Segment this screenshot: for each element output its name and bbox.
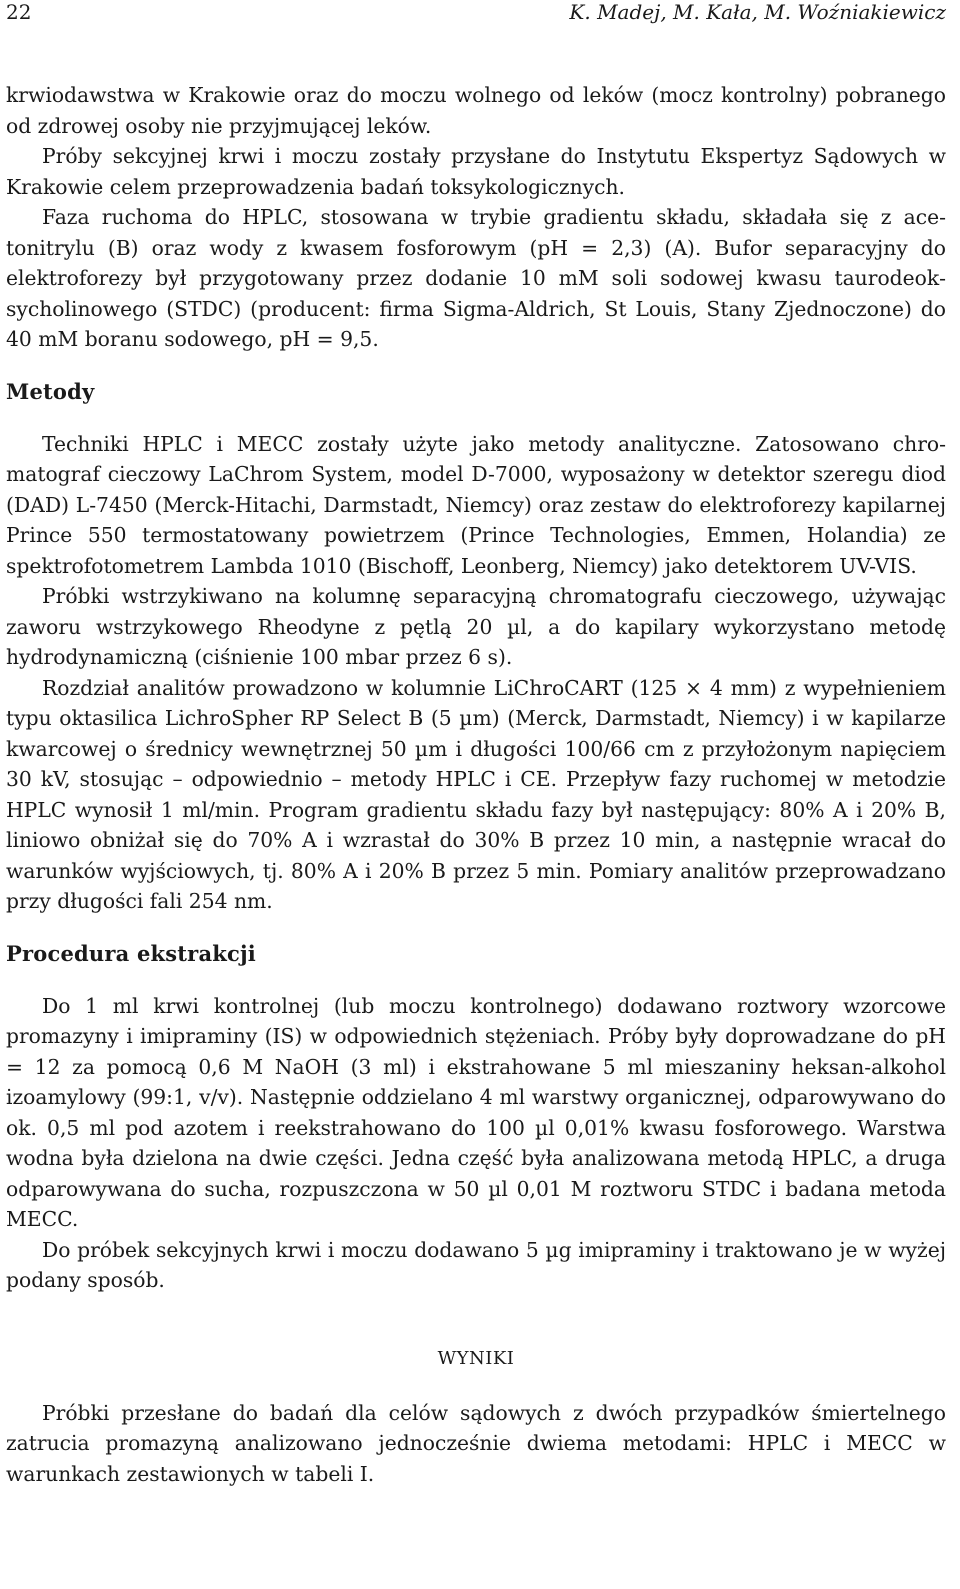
running-header <box>6 0 946 24</box>
section-heading-metody: Metody <box>6 378 95 404</box>
paragraph: Do próbek sekcyjnych krwi i moczu dodawano 5 µg imipraminy i traktowano je w wyżej podany sposób. <box>6 1237 946 1292</box>
paragraph: Próby sekcyjnej krwi i moczu zostały przysłane do Instytutu Ekspertyz Sądowych w Krakowie celem przeprowadzenia badań toksykologicznych. <box>6 144 946 199</box>
section-heading-wyniki: WYNIKI <box>437 1347 515 1369</box>
page-number: 22 <box>6 0 32 24</box>
paragraph: Faza ruchoma do HPLC, stosowana w trybie gradientu składu, składała się z acetonitrylu (B) oraz wody z kwasem fosforowym (pH = 2,3) (A). Bufor separacyjny do elektroforezy był przygotowany przez dodanie 10 mM soli sodowej kwasu taurodeoksycholinowego (STDC) (producent: firma Sigma-Aldrich, St Louis, Stany Zjednoczone) do 40 mM boranu sodowego, pH = 9,5. <box>6 205 946 351</box>
paragraph: Próbki przesłane do badań dla celów sądowych z dwóch przypadków śmiertelnego zatrucia promazyną analizowano jednocześnie dwiema metodami: HPLC i MECC w warunkach zestawionych w tabeli I. <box>6 1400 946 1486</box>
paragraph: Techniki HPLC i MECC zostały użyte jako metody analityczne. Zatosowano chromatograf cieczowy LaChrom System, model D-7000, wyposażony w detektor szeregu diod (DAD) L-7450 (Merck-Hitachi, Darmstadt, Niemcy) oraz zestaw do elektroforezy kapilarnej Prince 550 termostatowany powietrzem (Prince Technologies, Emmen, Holandia) ze spektrofotometrem Lambda 1010 (Bischoff, Leonberg, Niemcy) jako detektorem UV-VIS. <box>6 431 946 578</box>
running-head-authors: K. Madej, M. Kała, M. Woźniakiewicz <box>569 0 946 24</box>
paragraph: Do 1 ml krwi kontrolnej (lub moczu kontrolnego) dodawano roztwory wzorcowe promazyny i imipraminy (IS) w odpowiednich stężeniach. Próby były doprowadzane do pH = 12 za pomocą 0,6 M NaOH (3 ml) i ekstrahowane 5 ml mieszaniny heksan-alkohol izoamylowy (99:1, v/v). Następnie oddzielano 4 ml warstwy organicznej, odparowywano do ok. 0,5 ml pod azotem i reekstrahowano do 100 µl 0,01% kwasu fosforowego. Warstwa wodna była dzielona na dwie części. Jedna część była analizowana metodą HPLC, a druga odparowywana do sucha, rozpuszczona w 50 µl 0,01 M roztworu STDC i badana metoda MECC. <box>6 993 946 1231</box>
paragraph: krwiodawstwa w Krakowie oraz do moczu wolnego od leków (mocz kontrolny) pobranego od zdrowej osoby nie przyjmującej leków. <box>6 83 946 138</box>
section-heading-procedura: Procedura ekstrakcji <box>6 940 256 966</box>
paragraph: Rozdział analitów prowadzono w kolumnie LiChroCART (125 × 4 mm) z wypełnieniem typu oktasilica LichroSpher RP Select B (5 µm) (Merck, Darmstadt, Niemcy) i w kapilarze kwarcowej o średnicy wewnętrznej 50 µm i długości 100/66 cm z przyłożonym napięciem 30 kV, stosując – odpowiednio – metody HPLC i CE. Przepływ fazy ruchomej w metodzie HPLC wynosił 1 ml/min. Program gradientu składu fazy był następujący: 80% A i 20% B, liniowo obniżał się do 70% A i wzrastał do 30% B przez 10 min, a następnie wracał do warunków wyjściowych, tj. 80% A i 20% B przez 5 min. Pomiary analitów przeprowadzano przy długości fali 254 nm. <box>6 675 946 913</box>
article-body <box>6 80 946 1489</box>
paragraph: Próbki wstrzykiwano na kolumnę separacyjną chromatografu cieczowego, używając zaworu wstrzykowego Rheodyne z pętlą 20 µl, a do kapilary wykorzystano metodę hydrodynamiczną (ciśnienie 100 mbar przez 6 s). <box>6 584 946 669</box>
